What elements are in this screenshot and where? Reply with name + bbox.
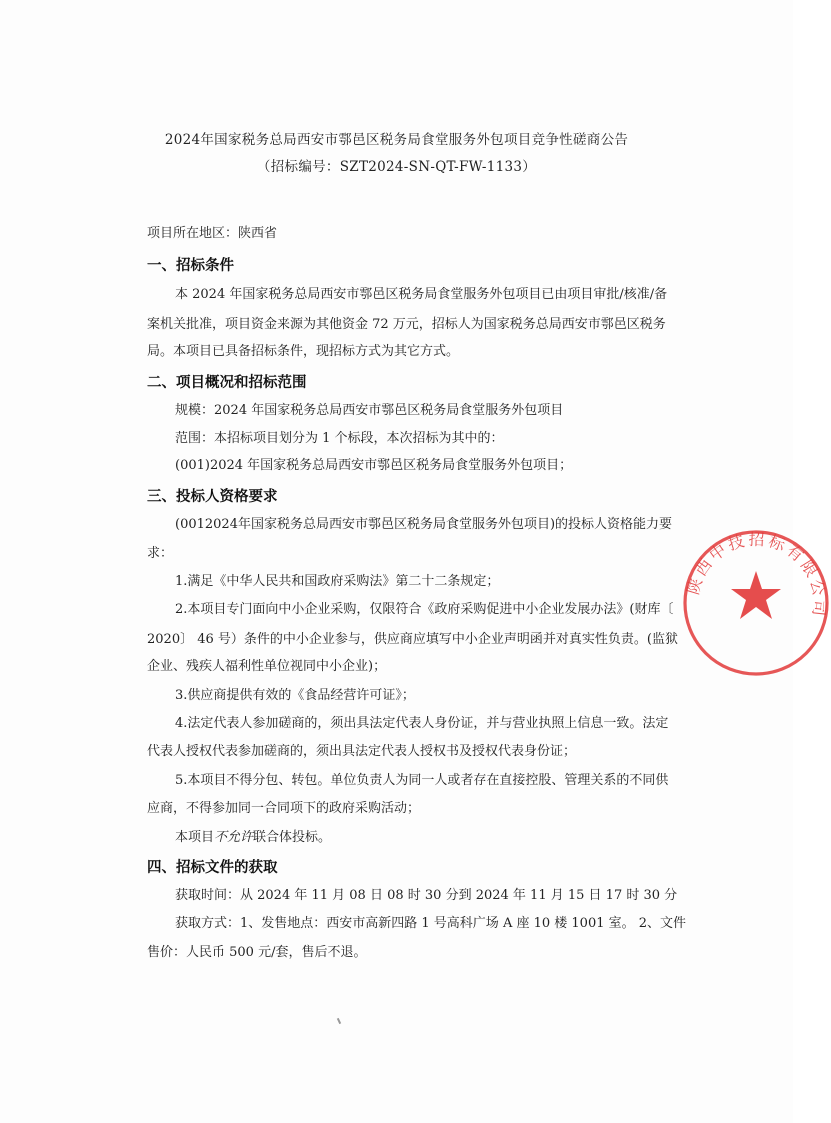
section-2-line: 规模：2024 年国家税务总局西安市鄠邑区税务局食堂服务外包项目: [175, 403, 564, 418]
section-2-line: (001)2024 年国家税务总局西安市鄠邑区税务局食堂服务外包项目；: [175, 458, 573, 473]
joint-bid-suffix: 联合体投标。: [253, 830, 332, 845]
scan-speck: [337, 1018, 341, 1024]
section-3-line: 3.供应商提供有效的《食品经营许可证》；: [175, 688, 415, 703]
section-3-line: 1.满足《中华人民共和国政府采购法》第二十二条规定；: [175, 574, 500, 589]
section-3-line: 5.本项目不得分包、转包。单位负责人为同一人或者存在直接控股、管理关系的不同供: [175, 773, 669, 788]
section-1-heading: 一、招标条件: [147, 257, 234, 274]
section-3-line: 应商，不得参加同一合同项下的政府采购活动；: [147, 801, 421, 816]
section-2-line: 范围：本招标项目划分为 1 个标段，本次招标为其中的：: [175, 431, 504, 446]
joint-bid-italic: 不允许: [214, 830, 254, 845]
section-4-line: 获取时间：从 2024 年 11 月 08 日 08 时 30 分到 2024 年 11 月 15 日 17 时 30 分: [175, 888, 678, 903]
section-3-line: 企业、残疾人福利性单位视同中小企业)；: [147, 659, 387, 674]
section-4-heading: 四、招标文件的获取: [147, 859, 278, 876]
section-3-line: 4.法定代表人参加磋商的，须出具法定代表人身份证，并与营业执照上信息一致。法定: [175, 716, 669, 731]
section-3-line: 2020〕 46 号）条件的中小企业参与，供应商应填写中小企业声明函并对真实性负责。(监狱: [147, 632, 678, 647]
section-3-line: 求：: [147, 546, 174, 561]
section-1-line: 局。本项目已具备招标条件，现招标方式为其它方式。: [147, 344, 460, 359]
company-seal: [681, 528, 831, 678]
section-3-line: 代表人授权代表参加磋商的，须出具法定代表人授权书及授权代表身份证；: [147, 744, 577, 759]
seal-text-content: 陕西中技招标有限公司: [683, 529, 830, 620]
section-3-line: 2.本项目专门面向中小企业采购，仅限符合《政府采购促进中小企业发展办法》(财库〔: [175, 602, 674, 617]
joint-bid-prefix: 本项目: [175, 830, 215, 845]
section-4-line: 售价：人民币 500 元/套，售后不退。: [147, 945, 367, 960]
section-2-heading: 二、项目概况和招标范围: [147, 374, 307, 391]
project-region: 项目所在地区：陕西省: [147, 226, 278, 241]
joint-bid-note: [175, 829, 331, 847]
tender-code: （招标编号：SZT2024-SN-QT-FW-1133）: [256, 159, 537, 175]
section-1-line: 本 2024 年国家税务总局西安市鄠邑区税务局食堂服务外包项目已由项目审批/核准/备: [175, 287, 668, 302]
section-3-heading: 三、投标人资格要求: [147, 488, 278, 505]
section-1-line: 案机关批准，项目资金来源为其他资金 72 万元，招标人为国家税务总局西安市鄠邑区税务: [147, 317, 666, 332]
section-3-line: (0012024年国家税务总局西安市鄠邑区税务局食堂服务外包项目)的投标人资格能力要: [175, 517, 673, 532]
document-title: 2024年国家税务总局西安市鄠邑区税务局食堂服务外包项目竞争性磋商公告: [164, 132, 629, 148]
section-4-line: 获取方式：1、发售地点：西安市高新四路 1 号高科广场 A 座 10 楼 1001 室。 2、文件: [175, 916, 687, 931]
